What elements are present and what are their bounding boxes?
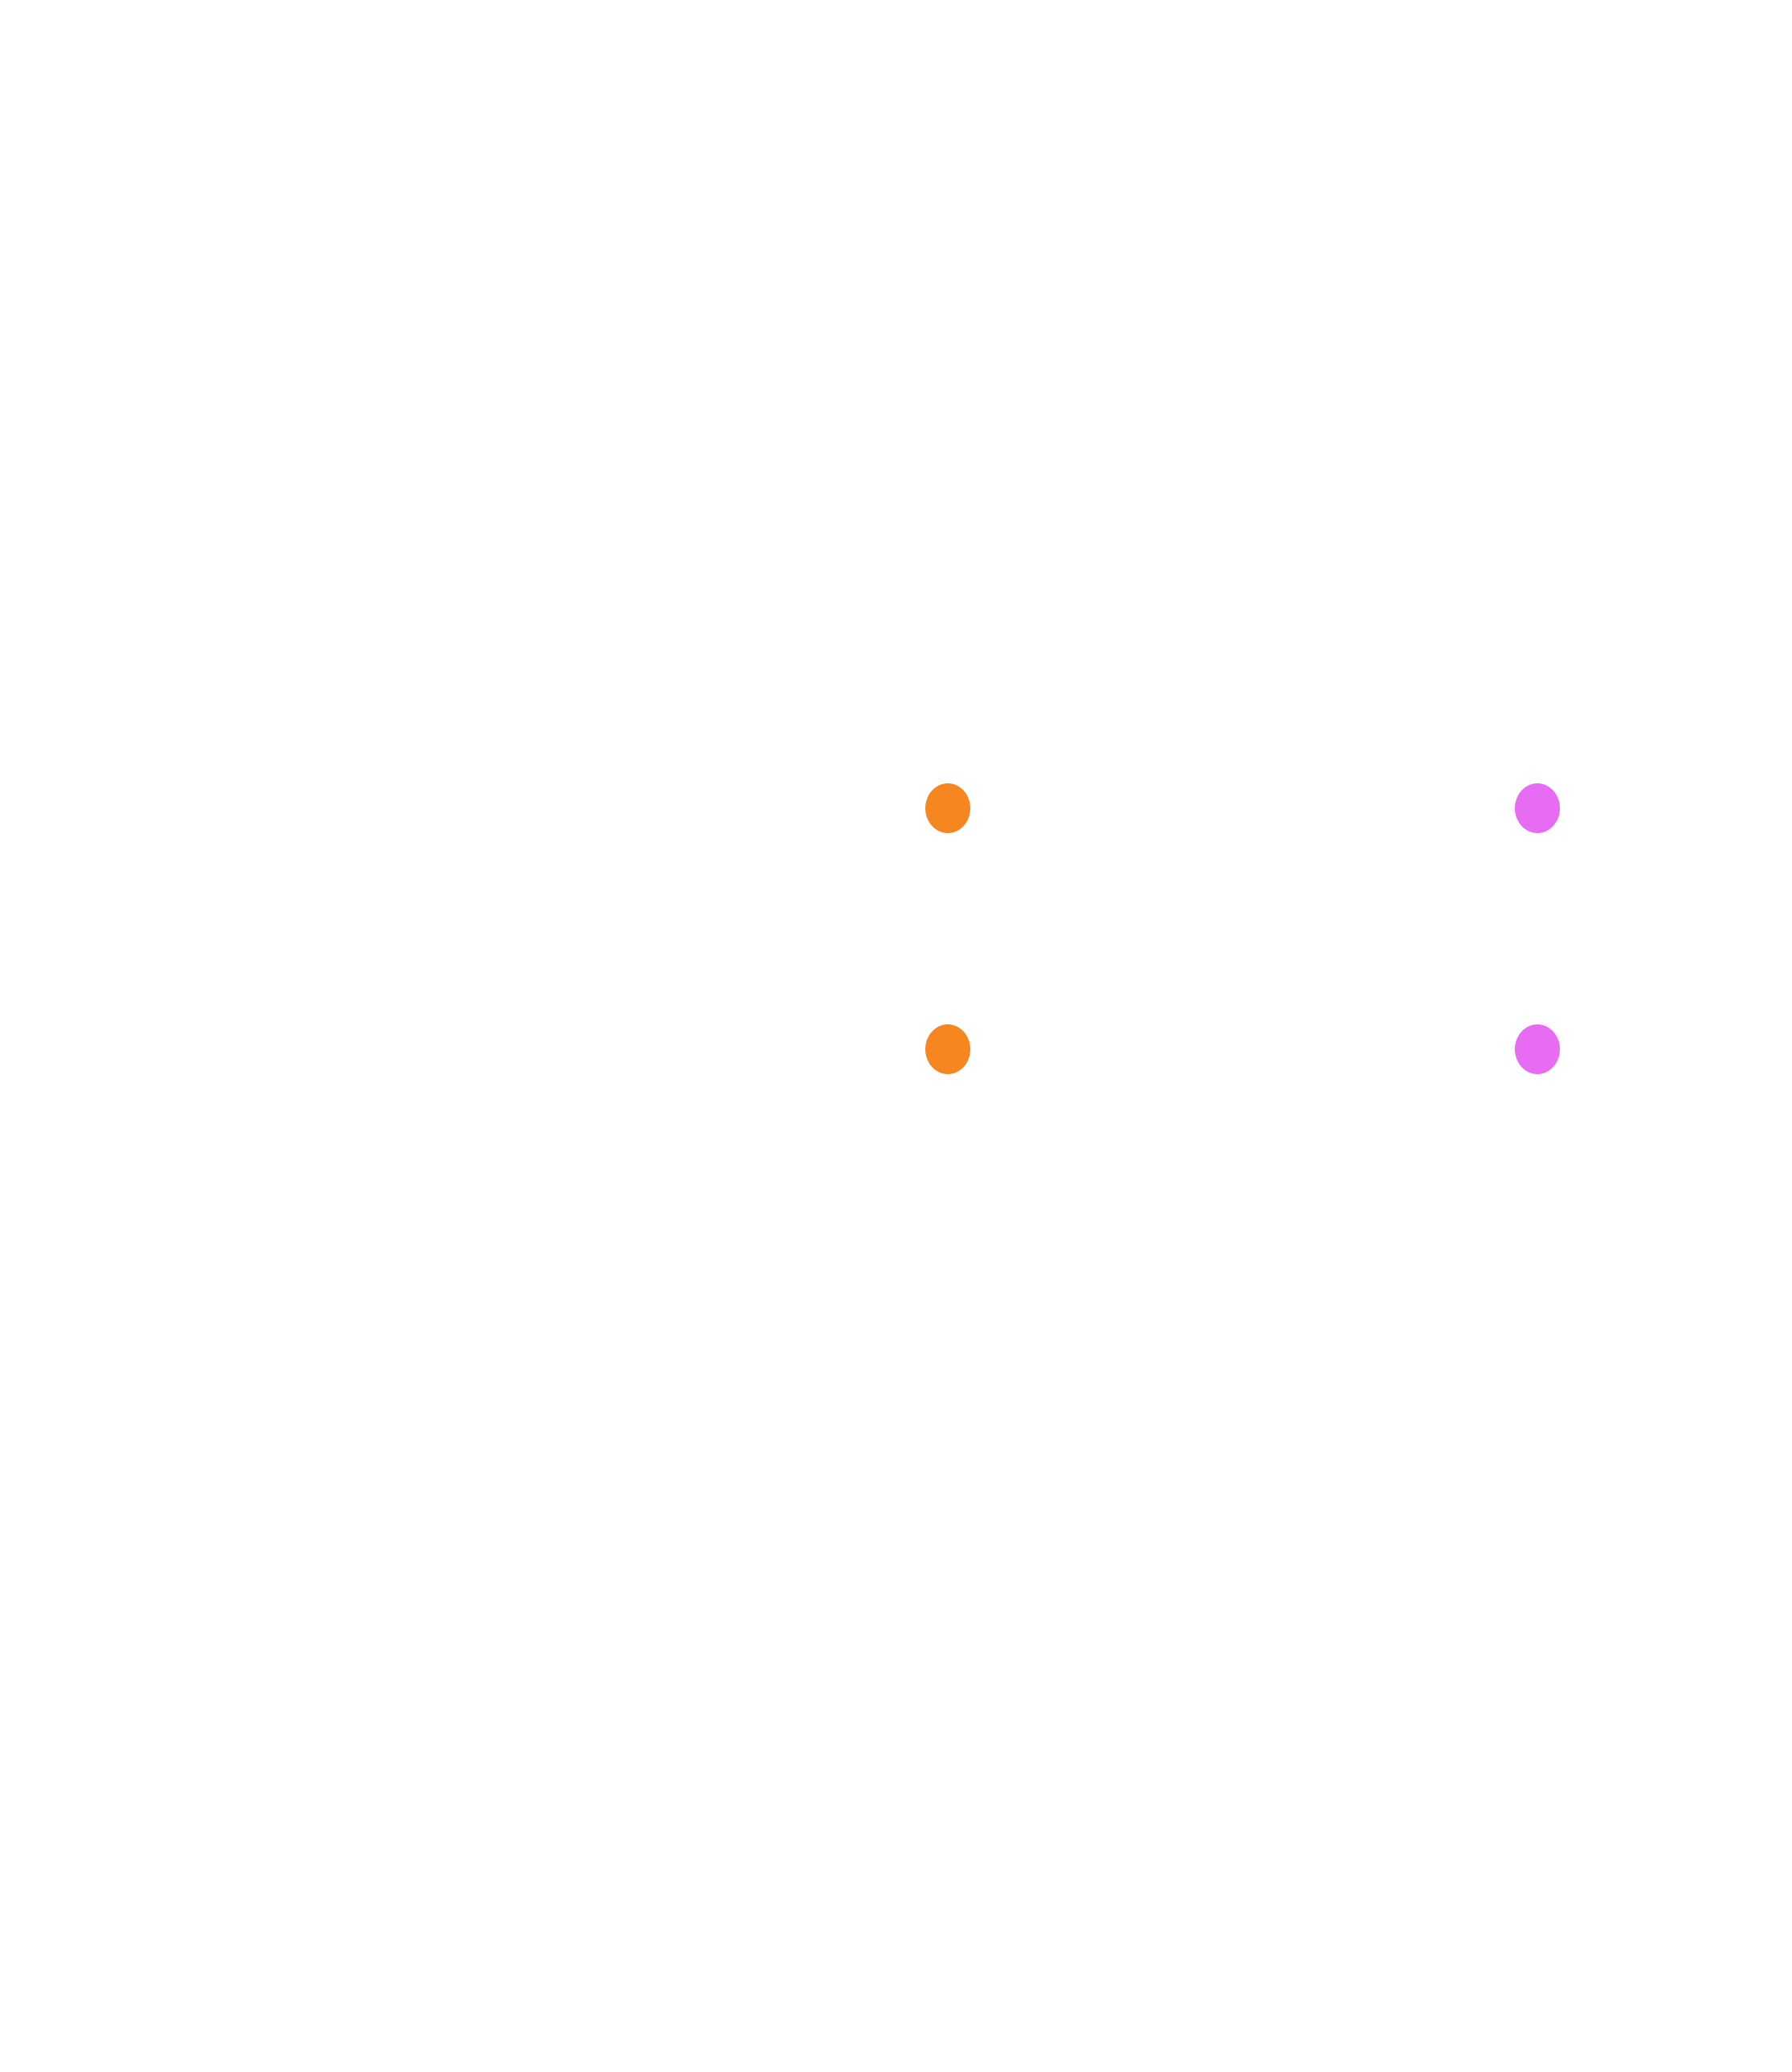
- pb-element-badge-top: [925, 783, 970, 833]
- i-element-badge-top: [1515, 783, 1560, 833]
- i-element-badge-bottom: [1515, 1024, 1560, 1074]
- pb-element-badge-bottom: [925, 1024, 970, 1074]
